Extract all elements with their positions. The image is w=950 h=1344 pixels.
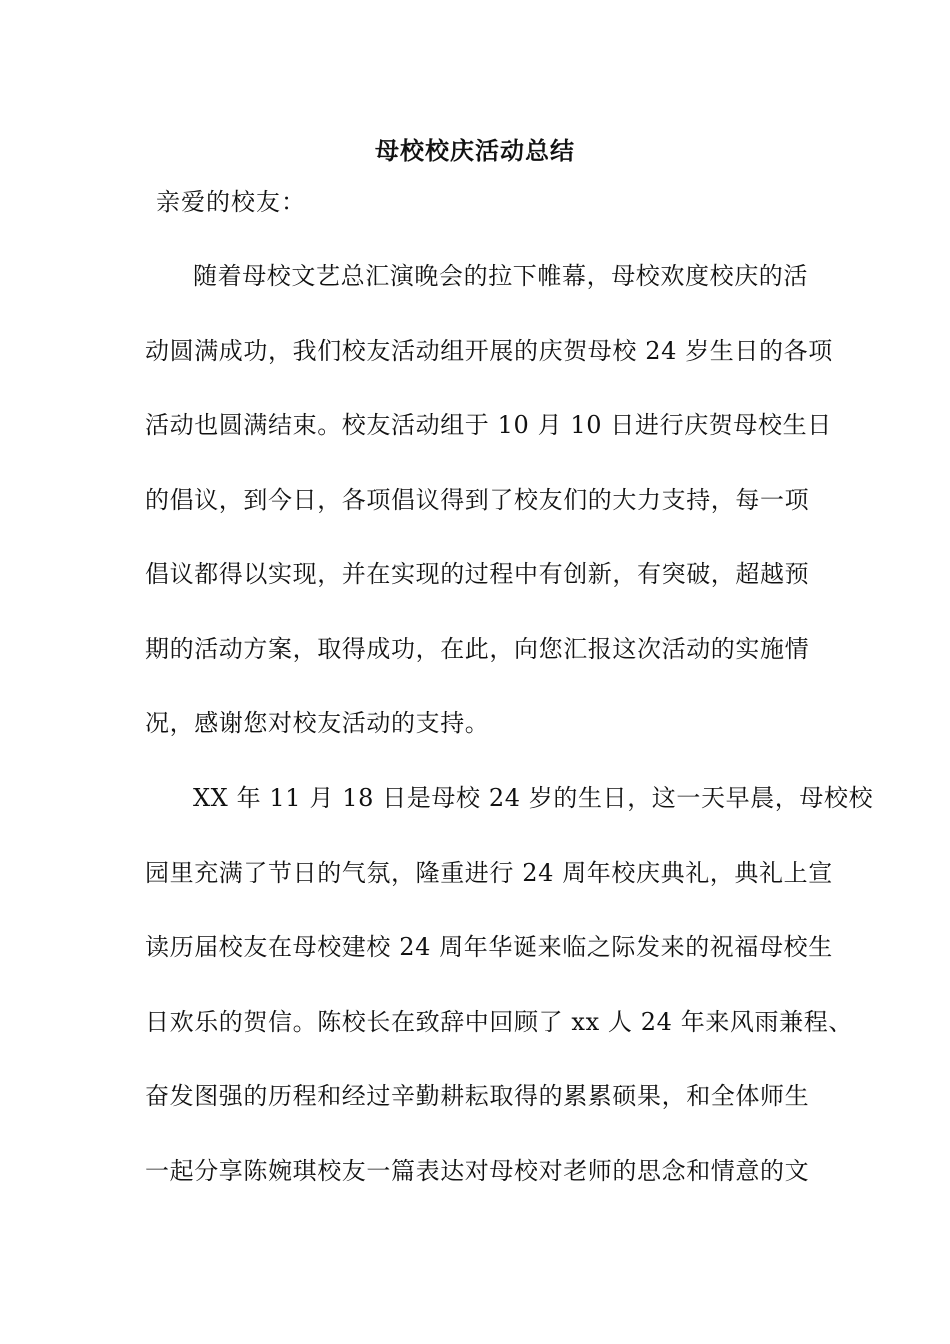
paragraph-1-line-7: 况，感谢您对校友活动的支持。 (145, 709, 490, 737)
paragraph-1-line-3: 活动也圆满结束。校友活动组于 10 月 10 日进行庆贺母校生日 (145, 411, 832, 439)
paragraph-2-line-3: 读历届校友在母校建校 24 周年华诞来临之际发来的祝福母校生 (145, 933, 833, 961)
paragraph-1-line-4: 的倡议，到今日，各项倡议得到了校友们的大力支持，每一项 (145, 486, 810, 514)
paragraph-2-line-4: 日欢乐的贺信。陈校长在致辞中回顾了 xx 人 24 年来风雨兼程、 (145, 1008, 853, 1036)
paragraph-2-line-1: XX 年 11 月 18 日是母校 24 岁的生日，这一天早晨，母校校 (193, 784, 874, 812)
paragraph-2-line-6: 一起分享陈婉琪校友一篇表达对母校对老师的思念和情意的文 (145, 1157, 810, 1185)
salutation: 亲爱的校友： (156, 188, 306, 216)
paragraph-1-line-5: 倡议都得以实现，并在实现的过程中有创新，有突破，超越预 (145, 560, 810, 588)
document-title: 母校校庆活动总结 (375, 136, 575, 165)
paragraph-2-line-5: 奋发图强的历程和经过辛勤耕耘取得的累累硕果，和全体师生 (145, 1082, 810, 1110)
paragraph-1-line-6: 期的活动方案，取得成功，在此，向您汇报这次活动的实施情 (145, 635, 810, 663)
paragraph-2-line-2: 园里充满了节日的气氛，隆重进行 24 周年校庆典礼，典礼上宣 (145, 859, 833, 887)
paragraph-1-line-1: 随着母校文艺总汇演晚会的拉下帷幕，母校欢度校庆的活 (193, 262, 808, 290)
paragraph-1-line-2: 动圆满成功，我们校友活动组开展的庆贺母校 24 岁生日的各项 (145, 337, 833, 365)
